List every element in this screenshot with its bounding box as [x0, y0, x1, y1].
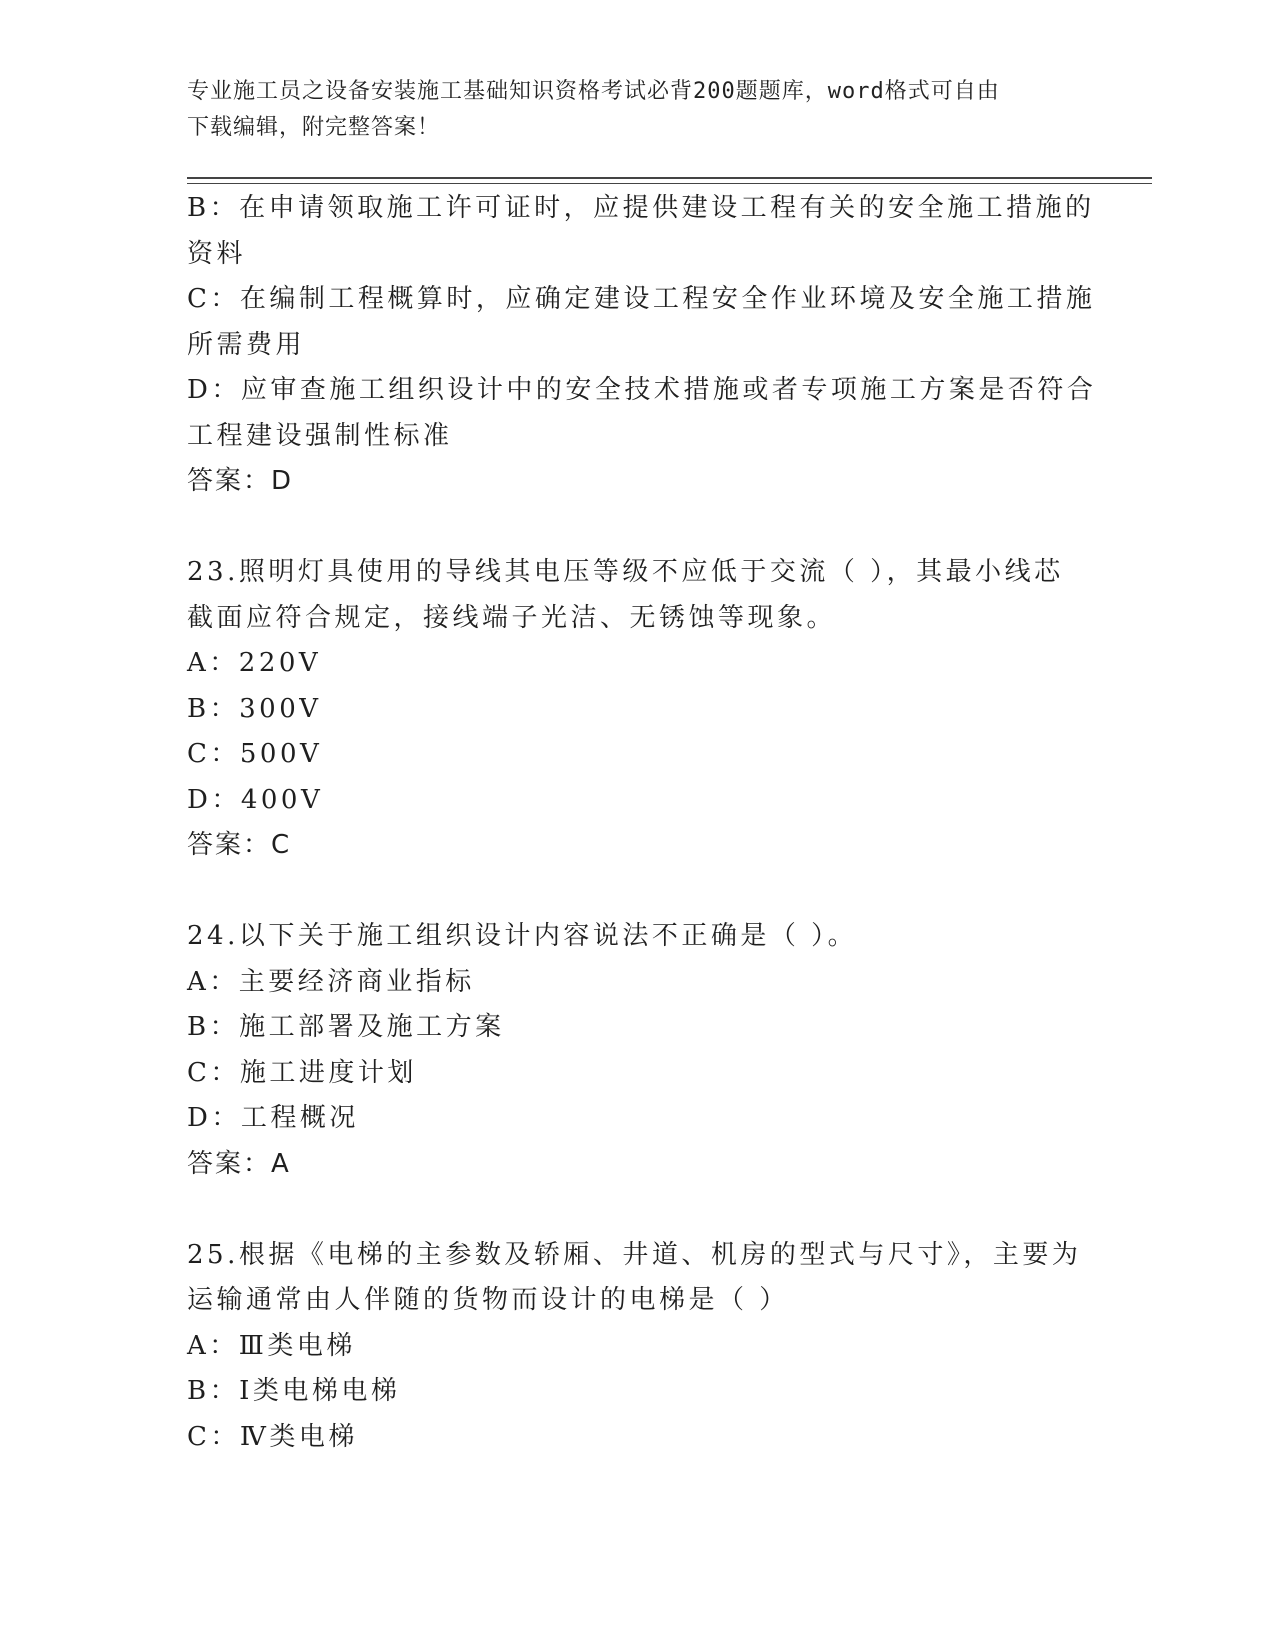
q22-option-c-line-1: C：在编制工程概算时，应确定建设工程安全作业环境及安全施工措施	[187, 284, 1096, 314]
spacer	[187, 869, 1087, 915]
q22-answer: 答案：D	[187, 466, 294, 496]
q24-option-c: C：施工进度计划	[187, 1057, 417, 1088]
q23-option-c: C：500V	[187, 739, 323, 769]
q22-option-b-line-2: 资料	[187, 238, 247, 269]
q23-stem-line-2: 截面应符合规定，接线端子光洁、无锈蚀等现象。	[187, 602, 837, 633]
q24-option-a: A：主要经济商业指标	[187, 966, 475, 997]
question-25	[187, 1233, 1087, 1461]
header-divider-thick	[187, 177, 1152, 179]
spacer	[187, 505, 1087, 551]
header-line-1: 专业施工员之设备安装施工基础知识资格考试必背200题题库，word格式可自由	[187, 79, 1000, 104]
header-divider-thin	[187, 183, 1152, 184]
q24-stem: 24.以下关于施工组织设计内容说法不正确是（ ）。	[187, 921, 858, 951]
q23-option-a: A：220V	[187, 648, 322, 678]
q23-answer: 答案：C	[187, 830, 292, 860]
q24-answer: 答案：A	[187, 1148, 291, 1179]
q23-option-d: D：400V	[187, 784, 324, 815]
q22-option-b-line-1: B：在申请领取施工许可证时，应提供建设工程有关的安全施工措施的	[187, 193, 1095, 223]
q23-stem-line-1: 23.照明灯具使用的导线其电压等级不应低于交流（ ），其最小线芯	[187, 557, 1064, 587]
q24-option-d: D：工程概况	[187, 1103, 359, 1133]
q25-option-c: C：Ⅳ类电梯	[187, 1421, 358, 1452]
header-line-2: 下载编辑，附完整答案！	[187, 115, 441, 140]
q25-option-a: A：Ⅲ类电梯	[187, 1330, 356, 1361]
question-content	[187, 186, 1097, 1460]
q25-option-b: B：Ⅰ类电梯电梯	[187, 1376, 401, 1406]
document-header	[187, 74, 1067, 146]
q22-option-c-line-2: 所需费用	[187, 329, 306, 360]
q22-option-d-line-2: 工程建设强制性标准	[187, 420, 453, 451]
q25-stem-line-2: 运输通常由人伴随的货物而设计的电梯是（ ）	[187, 1285, 789, 1315]
q23-option-b: B：300V	[187, 693, 322, 724]
q25-stem-line-1: 25.根据《电梯的主参数及轿厢、井道、机房的型式与尺寸》，主要为	[187, 1239, 1082, 1270]
spacer	[187, 1187, 1087, 1233]
question-22	[187, 186, 1097, 505]
question-23	[187, 550, 1087, 869]
q22-option-d-line-1: D：应审查施工组织设计中的安全技术措施或者专项施工方案是否符合	[187, 375, 1097, 405]
q24-option-b: B：施工部署及施工方案	[187, 1012, 505, 1042]
question-24	[187, 914, 1087, 1187]
